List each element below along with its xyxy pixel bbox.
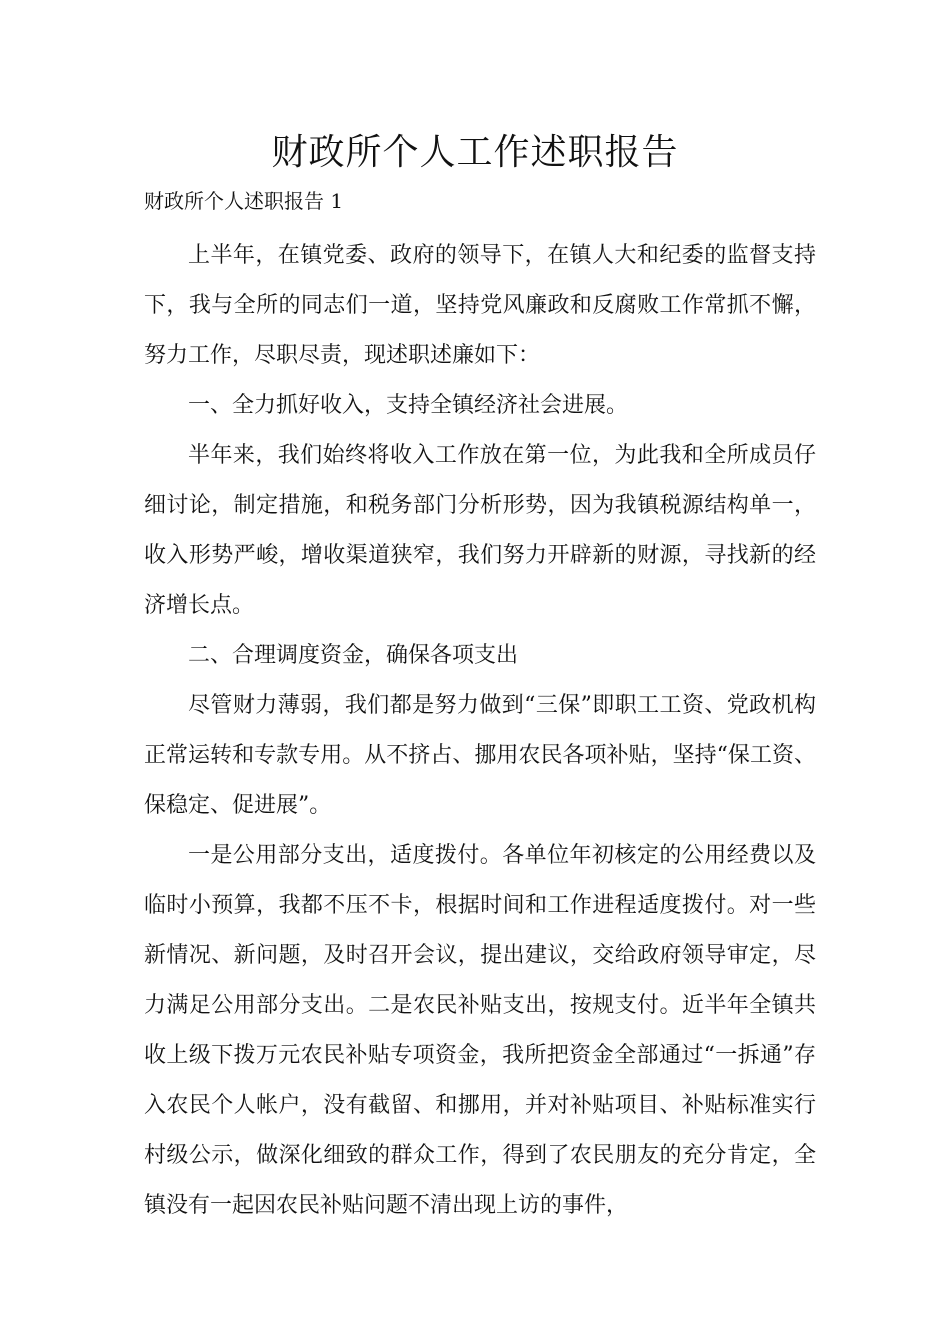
document-title: 财政所个人工作述职报告 (271, 132, 679, 173)
document-subtitle: 财政所个人述职报告 1 (144, 189, 344, 213)
paragraph: 一、全力抓好收入，支持全镇经济社会进展。 (188, 393, 629, 418)
paragraph: 半年来，我们始终将收入工作放在第一位，为此我和全所成员仔细讨论，制定措施，和税务部门分析形势，因为我镇税源结构单一，收入形势严峻，增收渠道狭窄，我们努力开辟新的财源，寻找新的经济增长点。 (144, 443, 816, 618)
document-body (144, 231, 816, 1231)
paragraph: 一是公用部分支出，适度拨付。各单位年初核定的公用经费以及临时小预算，我都不压不卡，根据时间和工作进程适度拨付。对一些新情况、新问题，及时召开会议，提出建议，交给政府领导审定，尽力满足公用部分支出。二是农民补贴支出，按规支付。近半年全镇共收上级下拨万元农民补贴专项资金，我所把资金全部通过“一拆通”存入农民个人帐户，没有截留、和挪用，并对补贴项目、补贴标准实行村级公示，做深化细致的群众工作，得到了农民朋友的充分肯定，全镇没有一起因农民补贴问题不清出现上访的事件， (144, 843, 816, 1218)
paragraph: 二、合理调度资金，确保各项支出 (188, 643, 519, 668)
paragraph: 尽管财力薄弱，我们都是努力做到“三保”即职工工资、党政机构正常运转和专款专用。从不挤占、挪用农民各项补贴，坚持“保工资、保稳定、促进展”。 (144, 693, 816, 818)
paragraph: 上半年，在镇党委、政府的领导下，在镇人大和纪委的监督支持下，我与全所的同志们一道，坚持党风廉政和反腐败工作常抓不懈，努力工作，尽职尽责，现述职述廉如下： (144, 243, 816, 368)
